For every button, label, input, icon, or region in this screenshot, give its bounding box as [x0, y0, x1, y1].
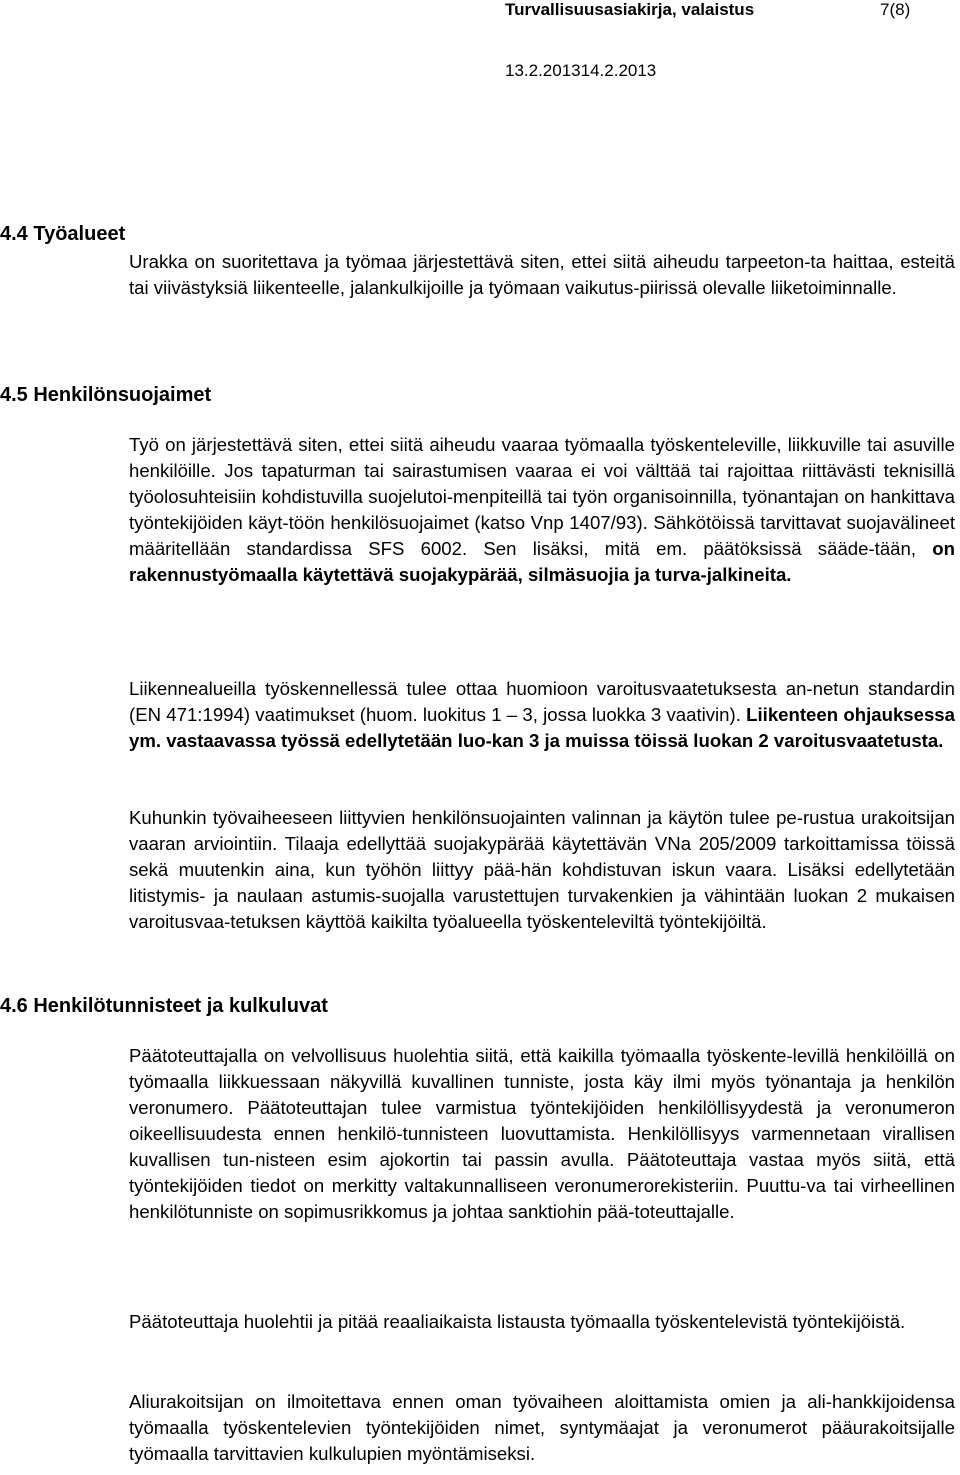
- section-heading-4-4: 4.4 Työalueet: [0, 223, 126, 245]
- paragraph: Urakka on suoritettava ja työmaa järjestettävä siten, ettei siitä aiheudu tarpeeton-ta haittaa, esteitä tai viivästyksiä liikenteelle, jalankulkijoille ja työmaan vaikutus-piirissä olevalle liiketoiminnalle.: [129, 251, 955, 298]
- document-title: Turvallisuusasiakirja, valaistus: [505, 0, 755, 19]
- paragraph: Aliurakoitsijan on ilmoitettava ennen oman työvaiheen aloittamista omien ja ali-hankkijoidensa työmaalla työskentelevien työntekijöiden nimet, syntymäajat ja veronumerot pääurakoitsijalle työmaalla tarvittavien kulkulupien myöntämiseksi.: [129, 1391, 955, 1464]
- paragraph-text: Työ on järjestettävä siten, ettei siitä aiheudu vaaraa työmaalla työskenteleville, liikkuville tai asuville henkilöille. Jos tapaturman tai sairastumisen vaaraa ei voi välttää tai rajoittaa riittävästi teknisillä työolosuhteisiin kohdistuvilla suojelutoi-menpiteillä tai työn organisoinnilla, työnantajan on hankittava työntekijöiden käyt-töön henkilösuojaimet (katso Vnp 1407/93). Sähkötöissä tarvittavat suojavälineet määritellään standardissa SFS 6002. Sen lisäksi, mitä em. päätöksissä sääde-tään,: [129, 434, 955, 559]
- section-heading-4-5: 4.5 Henkilönsuojaimet: [0, 384, 212, 406]
- page-number: 7(8): [880, 0, 911, 19]
- paragraph: [129, 432, 955, 588]
- document-date: 13.2.201314.2.2013: [505, 61, 657, 80]
- paragraph-text: Liikennealueilla työskennellessä tulee ottaa huomioon varoitusvaatetuksesta an-netun standardin (EN 471:1994) vaatimukset (huom. luokitus 1 – 3, jossa luokka 3 vaativin).: [129, 678, 955, 725]
- paragraph: Päätoteuttaja huolehtii ja pitää reaaliaikaista listausta työmaalla työskentelevistä työntekijöistä.: [129, 1311, 906, 1332]
- paragraph: Kuhunkin työvaiheeseen liittyvien henkilönsuojainten valinnan ja käytön tulee pe-rustua urakoitsijan vaaran arviointiin. Tilaaja edellyttää suojakypärää käytettävän VNa 205/2009 tarkoittamissa töissä sekä muutenkin aina, kun työhön liittyy pää-hän kohdistuvan iskun vaara. Lisäksi edellytetään litistymis- ja naulaan astumis-suojalla varustettujen turvakenkien ja vähintään luokan 2 mukaisen varoitusvaa-tetuksen käyttöä kaikilta työalueella työskenteleviltä työntekijöiltä.: [129, 807, 955, 932]
- paragraph-emphasis: Liikenteen ohjauksessa ym. vastaavassa työssä edellytetään luo-kan 3 ja muissa töissä luokan 2 varoitusvaatetusta.: [129, 704, 955, 751]
- paragraph: [129, 676, 955, 754]
- paragraph-emphasis: on rakennustyömaalla käytettävä suojakypärää, silmäsuojia ja turva-jalkineita.: [129, 538, 955, 585]
- paragraph: Päätoteuttajalla on velvollisuus huolehtia siitä, että kaikilla työmaalla työskente-levillä henkilöillä on työmaalla liikkuessaan näkyvillä kuvallinen tunniste, josta käy ilmi myös työnantaja ja henkilön veronumero. Päätoteuttajan tulee varmistua työntekijöiden henkilöllisyydestä ja veronumeron oikeellisuudesta ennen henkilö-tunnisteen luovuttamista. Henkilöllisyys varmennetaan virallisen kuvallisen tun-nisteen esim ajokortin tai passin avulla. Päätoteuttaja vastaa myös siitä, että työntekijöiden tiedot on merkitty valtakunnalliseen veronumerorekisteriin. Puuttu-va tai virheellinen henkilötunniste on sopimusrikkomus ja johtaa sanktiohin pää-toteuttajalle.: [129, 1045, 955, 1222]
- section-heading-4-6: 4.6 Henkilötunnisteet ja kulkuluvat: [0, 995, 328, 1017]
